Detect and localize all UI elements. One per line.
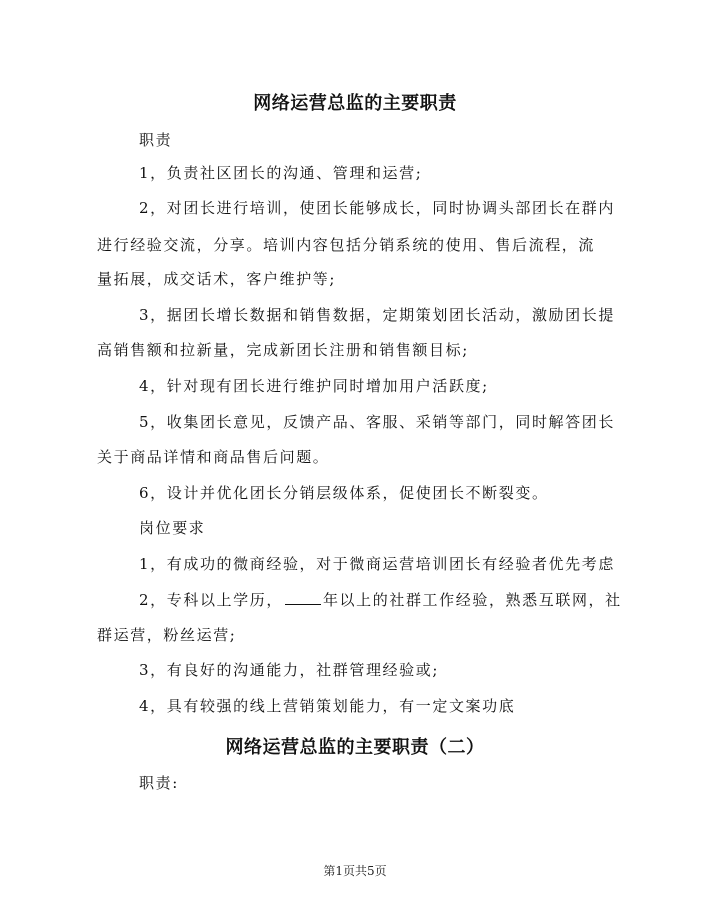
duties-heading: 职责 [139, 131, 173, 149]
duty-item-4: 4，针对现有团长进行维护同时增加用户活跃度; [139, 377, 489, 395]
page-number-footer: 第1页共5页 [323, 864, 387, 878]
duty-item-6: 6，设计并优化团长分销层级体系，促使团长不断裂变。 [139, 484, 549, 502]
requirement-item-2-line-1 [139, 590, 622, 610]
requirement-item-3: 3，有良好的沟通能力，社群管理经验或; [139, 661, 439, 679]
requirement-item-2-part-b: 年以上的社群工作经验，熟悉互联网，社 [322, 591, 622, 609]
section2-duties-heading: 职责: [139, 774, 179, 792]
blank-underline [285, 590, 321, 605]
section2-title: 网络运营总监的主要职责（二） [225, 737, 485, 758]
requirements-heading: 岗位要求 [139, 519, 206, 537]
duty-item-2-line-3: 量拓展，成交话术，客户维护等; [97, 270, 337, 288]
duty-item-5-line-1: 5，收集团长意见，反馈产品、客服、采销等部门，同时解答团长 [139, 413, 615, 431]
duty-item-2-line-1: 2，对团长进行培训，使团长能够成长，同时协调头部团长在群内 [139, 199, 615, 217]
duty-item-2-line-2: 进行经验交流，分享。培训内容包括分销系统的使用、售后流程，流 [97, 236, 596, 254]
duty-item-1: 1，负责社区团长的沟通、管理和运营; [139, 164, 423, 182]
requirement-item-2-line-2: 群运营，粉丝运营; [97, 626, 237, 644]
section1-title: 网络运营总监的主要职责 [253, 93, 457, 114]
requirement-item-2-part-a: 2，专科以上学历， [139, 591, 283, 609]
requirement-item-1: 1，有成功的微商经验，对于微商运营培训团长有经验者优先考虑 [139, 555, 615, 573]
duty-item-3-line-2: 高销售额和拉新量，完成新团长注册和销售额目标; [97, 341, 469, 359]
requirement-item-4: 4，具有较强的线上营销策划能力，有一定文案功底 [139, 697, 516, 715]
duty-item-3-line-1: 3，据团长增长数据和销售数据，定期策划团长活动，激励团长提 [139, 306, 615, 324]
duty-item-5-line-2: 关于商品详情和商品售后问题。 [97, 448, 330, 466]
